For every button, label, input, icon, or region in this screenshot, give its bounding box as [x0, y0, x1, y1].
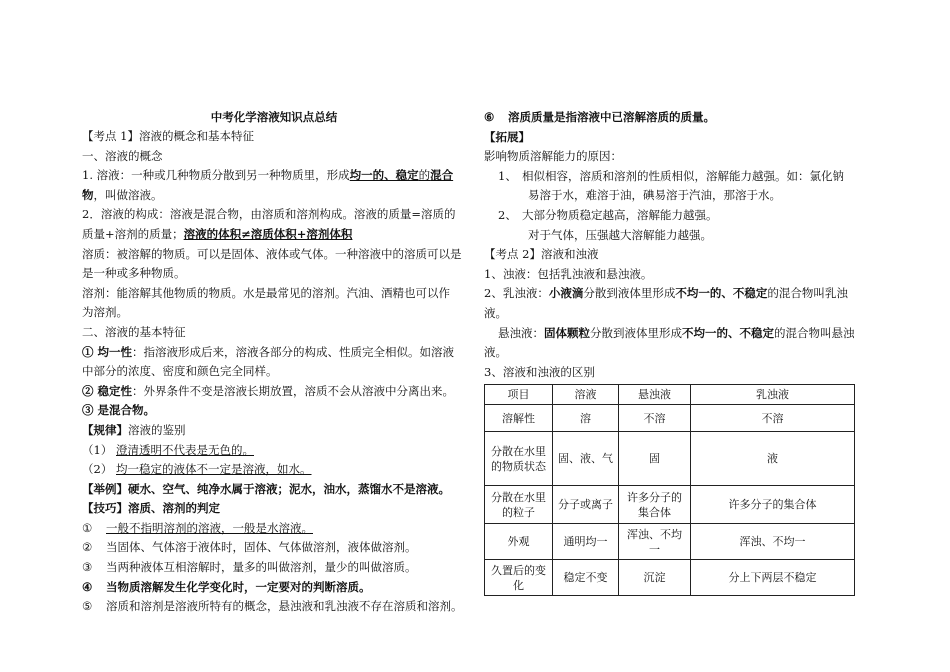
table-header-cell: 乳浊液 — [691, 385, 855, 405]
extension-item-2-cont: 对于气体，压强越大溶解能力越强。 — [528, 227, 712, 242]
extension-item-2: 2、 大部分物质稳定越高，溶解能力越强。 — [498, 207, 718, 222]
table-header-row — [485, 385, 855, 405]
tip-heading: 【技巧】溶质、溶剂的判定 — [82, 501, 220, 516]
table-cell: 溶 — [553, 405, 619, 432]
composition-line-2: 质量+溶剂的质量；溶液的体积≠溶质体积+溶剂体积 — [82, 226, 353, 241]
suspension-def-cont: 液。 — [484, 345, 507, 360]
feature-stability: ② 稳定性：外界条件不变是溶液长期放置，溶质不会从溶液中分离出来。 — [82, 383, 455, 398]
table-cell: 分散在水里的粒子 — [485, 486, 553, 524]
extension-heading: 【拓展】 — [484, 129, 530, 144]
definition-line-2: 物，叫做溶液。 — [82, 187, 163, 202]
table-row — [485, 486, 855, 524]
page-title: 中考化学溶液知识点总结 — [210, 110, 338, 124]
table-row — [485, 405, 855, 432]
tip-item-4: ④ 当物质溶解发生化学变化时，一定要对的判断溶质。 — [82, 579, 371, 594]
table-cell: 分散在水里的物质状态 — [485, 432, 553, 486]
tip-item-1: ① 一般不指明溶剂的溶液，一般是水溶液。 — [82, 520, 313, 535]
table-row — [485, 432, 855, 486]
table-row — [485, 560, 855, 596]
suspension-def-1: 1、浊液：包括乳浊液和悬浊液。 — [484, 266, 653, 281]
example-line: 【举例】硬水、空气、纯净水属于溶液；泥水，油水，蒸馏水不是溶液。 — [82, 481, 450, 496]
tip-item-6: ⑥ 溶质质量是指溶液中已溶解溶质的质量。 — [484, 110, 715, 124]
table-cell: 久置后的变化 — [485, 560, 553, 596]
table-header-cell: 悬浊液 — [619, 385, 691, 405]
table-header-cell: 溶液 — [553, 385, 619, 405]
table-cell: 浑浊、不均一 — [619, 524, 691, 560]
table-cell: 固 — [619, 432, 691, 486]
right-column — [484, 108, 864, 596]
table-cell: 液 — [691, 432, 855, 486]
table-cell: 分子或离子 — [553, 486, 619, 524]
table-cell: 许多分子的集合体 — [619, 486, 691, 524]
subheading-features: 二、溶液的基本特征 — [82, 324, 186, 339]
feature-mixture: ③ 是混合物。 — [82, 403, 156, 418]
composition-line-1: 2．溶液的构成：溶液是混合物，由溶质和溶剂构成。溶液的质量=溶质的 — [82, 207, 456, 222]
tip-item-3: ③ 当两种液体互相溶解时，量多的叫做溶剂，量少的叫做溶质。 — [82, 560, 417, 575]
section-heading-kp2: 【考点 2】溶液和浊液 — [484, 247, 599, 262]
comparison-table — [484, 384, 855, 596]
table-header-cell: 项目 — [485, 385, 553, 405]
extension-item-1-cont: 易溶于水，难溶于油，碘易溶于汽油，那溶于水。 — [528, 188, 781, 203]
subheading-concept: 一、溶液的概念 — [82, 148, 163, 163]
table-cell: 溶解性 — [485, 405, 553, 432]
table-cell: 外观 — [485, 524, 553, 560]
rule-heading: 【规律】溶液的鉴别 — [82, 422, 186, 437]
table-cell: 不溶 — [619, 405, 691, 432]
section-heading-kp1: 【考点 1】溶液的概念和基本特征 — [82, 129, 254, 143]
tip-item-2: ② 当固体、气体溶于液体时，固体、气体做溶剂，液体做溶剂。 — [82, 540, 417, 555]
solvent-line-1: 溶剂：能溶解其他物质的物质。水是最常见的溶剂。汽油、酒精也可以作 — [82, 285, 450, 300]
tip-item-5: ⑤ 溶质和溶剂是溶液所特有的概念，悬浊液和乳浊液不存在溶质和溶剂。 — [82, 599, 463, 614]
table-row — [485, 524, 855, 560]
table-cell: 沉淀 — [619, 560, 691, 596]
feature-uniformity: ① 均一性：指溶液形成后来，溶液各部分的构成、性质完全相似。如溶液 — [82, 344, 455, 359]
table-cell: 稳定不变 — [553, 560, 619, 596]
rule-item-1: （1） 澄清透明不代表是无色的。 — [82, 442, 254, 457]
table-cell: 不溶 — [691, 405, 855, 432]
table-cell: 通明均一 — [553, 524, 619, 560]
extension-item-1: 1、 相似相容，溶质和溶剂的性质相似，溶解能力越强。如：氯化钠 — [498, 168, 844, 183]
extension-intro: 影响物质溶解能力的原因： — [484, 149, 622, 164]
table-cell: 固、液、气 — [553, 432, 619, 486]
suspension-def: 悬浊液：固体颗粒分散到液体里形成不均一的、不稳定的混合物叫悬浊 — [498, 325, 855, 340]
definition-line-1: 1. 溶液：一种或几种物质分散到另一种物质里，形成均一的、稳定的混合 — [82, 168, 454, 183]
emulsion-def: 2、乳浊液：小液滴分散到液体里形成不均一的、不稳定的混合物叫乳浊 — [484, 286, 848, 301]
emulsion-def-cont: 液。 — [484, 305, 507, 320]
solute-line-1: 溶质：被溶解的物质。可以是固体、液体或气体。一种溶液中的溶质可以是 — [82, 246, 462, 261]
table-cell: 浑浊、不均一 — [691, 524, 855, 560]
feature-uniformity-cont: 中部分的浓度、密度和颜色完全同样。 — [82, 364, 278, 379]
left-column — [82, 108, 466, 617]
comparison-heading: 3、溶液和浊液的区别 — [484, 364, 595, 379]
table-cell: 许多分子的集合体 — [691, 486, 855, 524]
table-cell: 分上下两层不稳定 — [691, 560, 855, 596]
solvent-line-2: 为溶剂。 — [82, 305, 128, 320]
rule-item-2: （2） 均一稳定的液体不一定是溶液，如水。 — [82, 462, 312, 477]
solute-line-2: 是一种或多种物质。 — [82, 266, 186, 281]
